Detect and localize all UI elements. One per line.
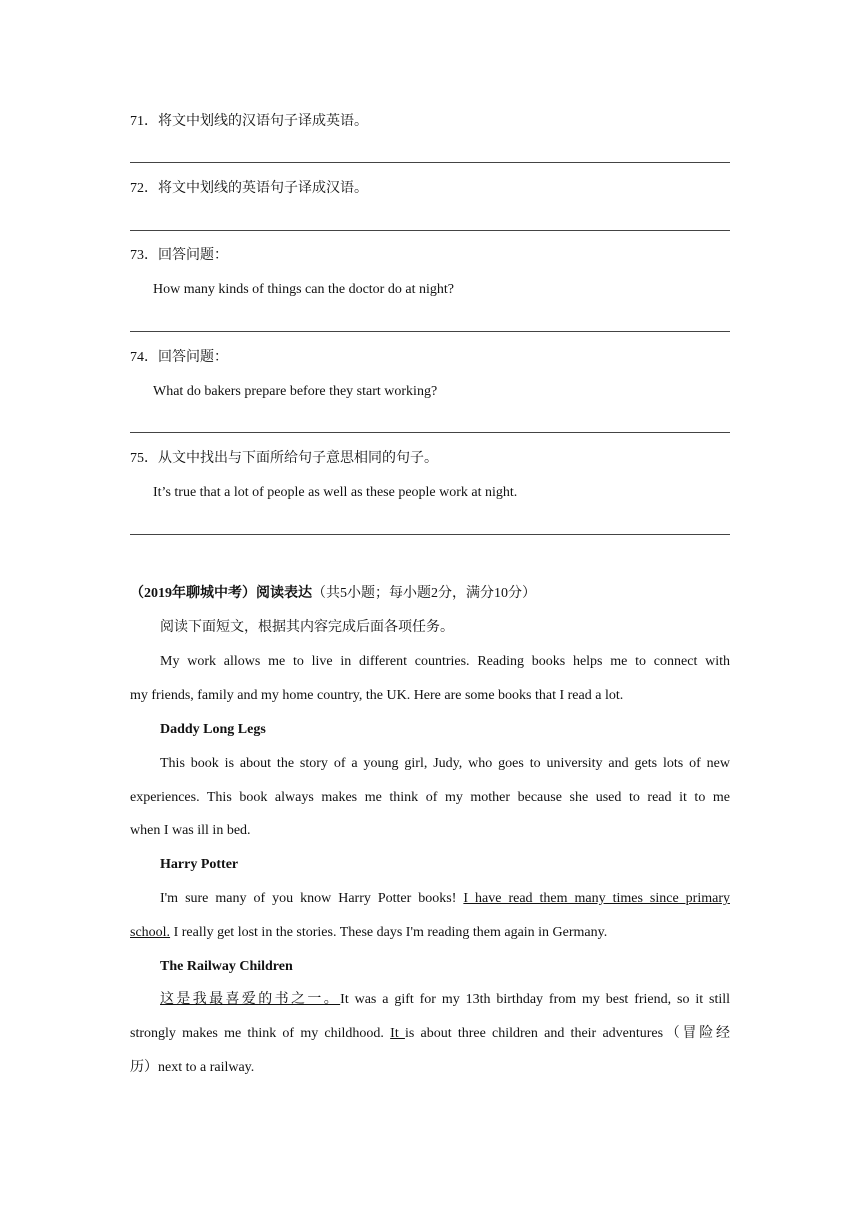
question-74: 74．回答问题： bbox=[130, 350, 228, 365]
question-71: 71．将文中划线的汉语句子译成英语。 bbox=[130, 114, 368, 129]
book-title-daddy-long-legs: Daddy Long Legs bbox=[160, 722, 266, 737]
book1-line-3: when I was ill in bed. bbox=[130, 823, 251, 838]
question-74-text: What do bakers prepare before they start working? bbox=[153, 384, 438, 399]
instruction: 阅读下面短文，根据其内容完成后面各项任务。 bbox=[160, 620, 454, 635]
book3-line-3: 历）next to a railway. bbox=[130, 1060, 255, 1075]
book2-line-1 bbox=[160, 889, 730, 909]
answer-line-71[interactable] bbox=[130, 162, 730, 163]
question-73: 73．回答问题： bbox=[130, 248, 228, 263]
answer-line-74[interactable] bbox=[130, 432, 730, 433]
question-75-text: It’s true that a lot of people as well as these people work at night. bbox=[153, 485, 518, 500]
question-72: 72．将文中划线的英语句子译成汉语。 bbox=[130, 181, 368, 196]
book3-line-2-text-b: is about three children and their adventures（冒险经 bbox=[404, 1026, 730, 1041]
book1-line-2: experiences. This book always makes me think of my mother because she used to read it to me bbox=[130, 790, 730, 805]
underlined-it: It bbox=[390, 1026, 405, 1041]
book3-line-1-text: It was a gift for my 13th birthday from my best friend, so it still bbox=[340, 992, 730, 1007]
book-title-harry-potter: Harry Potter bbox=[160, 857, 239, 872]
underlined-chinese-sentence: 这是我最喜爱的书之一。 bbox=[160, 992, 341, 1007]
section-heading-title: （2019年聊城中考）阅读表达 bbox=[130, 586, 312, 601]
underlined-english-sentence-end: school. bbox=[130, 925, 171, 940]
book-title-railway-children: The Railway Children bbox=[160, 959, 293, 974]
book1-line-1: This book is about the story of a young girl, Judy, who goes to university and gets lots of new bbox=[160, 756, 730, 771]
book3-line-2-text-a: strongly makes me think of my childhood. bbox=[130, 1026, 391, 1041]
intro-line-1: My work allows me to live in different countries. Reading books helps me to connect with bbox=[160, 654, 730, 669]
book3-line-2 bbox=[130, 1024, 730, 1044]
book2-line-2 bbox=[130, 923, 730, 943]
book2-line-2-text: I really get lost in the stories. These days I'm reading them again in Germany. bbox=[170, 925, 608, 940]
answer-line-72[interactable] bbox=[130, 230, 730, 231]
intro-line-2: my friends, family and my home country, the UK. Here are some books that I read a lot. bbox=[130, 688, 624, 703]
section-heading-scoring: （共5小题；每小题2分，满分10分） bbox=[312, 586, 536, 601]
book2-line-1-text: I'm sure many of you know Harry Potter books! bbox=[160, 891, 464, 906]
answer-line-73[interactable] bbox=[130, 331, 730, 332]
book3-line-1 bbox=[160, 990, 730, 1010]
question-75: 75．从文中找出与下面所给句子意思相同的句子。 bbox=[130, 451, 438, 466]
section-heading bbox=[130, 584, 730, 604]
underlined-english-sentence: I have read them many times since primary bbox=[463, 891, 730, 906]
answer-line-75[interactable] bbox=[130, 534, 730, 535]
question-73-text: How many kinds of things can the doctor do at night? bbox=[153, 282, 454, 297]
